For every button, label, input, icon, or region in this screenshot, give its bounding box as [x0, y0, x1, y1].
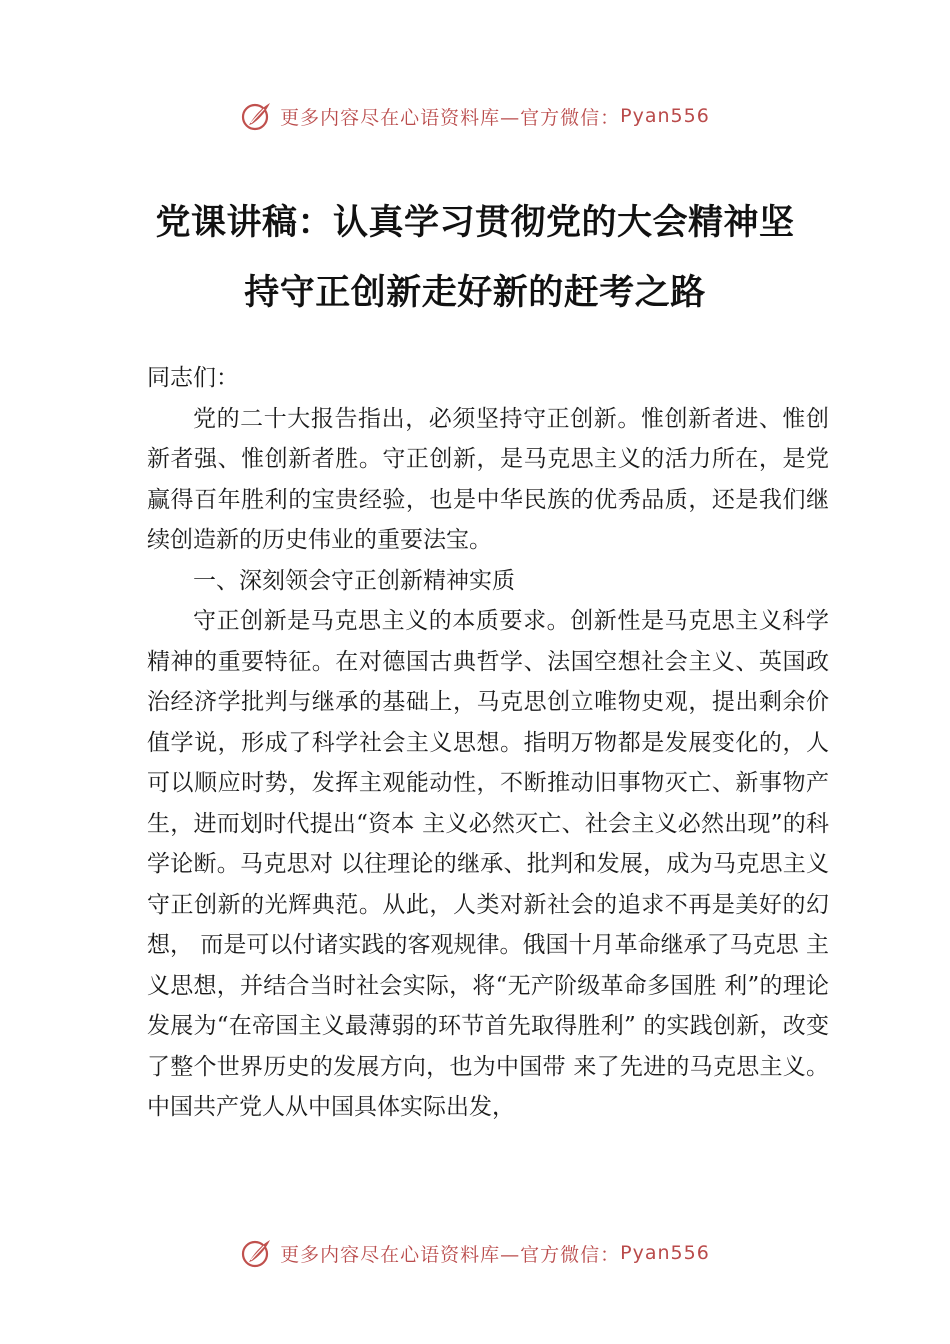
document-body — [147, 358, 829, 1128]
quill-logo-icon — [240, 1236, 274, 1270]
watermark-text: 更多内容尽在心语资料库—官方微信： — [280, 1243, 621, 1266]
paragraph-1: 党的二十大报告指出，必须坚持守正创新。惟创新者进、惟创新者强、惟创新者胜。守正创新，是马克思主义的活力所在，是党赢得百年胜利的宝贵经验，也是中华民族的优秀品质，还是我们继续创造新的历史伟业的重要法宝。 — [147, 405, 829, 553]
section-heading-1: 一、深刻领会守正创新精神实质 — [193, 567, 515, 594]
paragraph-2: 守正创新是马克思主义的本质要求。创新性是马克思主义科学精神的重要特征。在对德国古典哲学、法国空想社会主义、英国政治经济学批判与继承的基础上，马克思创立唯物史观，提出剩余价值学说，形成了科学社会主义思想。指明万物都是发展变化的，人可以顺应时势，发挥主观能动性，不断推动旧事物灭亡、新事物产生，进而划时代提出“资本 主义必然灭亡、社会主义必然出现”的科学论断。马克思对 以往理论的继承、批判和发展，成为马克思主义守正创新的光辉典范。从此，人类对新社会的追求不再是美好的幻想， 而是可以付诸实践的客观规律。俄国十月革命继承了马克思 主义思想，并结合当时社会实际，将“无产阶级革命多国胜 利”的理论发展为“在帝国主义最薄弱的环节首先取得胜利” 的实践创新，改变了整个世界历史的发展方向，也为中国带 来了先进的马克思主义。中国共产党人从中国具体实际出发， — [147, 608, 829, 1120]
watermark-footer — [0, 1233, 950, 1273]
title-line-2: 持守正创新走好新的赶考之路 — [244, 272, 706, 313]
document-title — [0, 188, 950, 328]
title-line-1: 党课讲稿：认真学习贯彻党的大会精神坚 — [155, 202, 795, 243]
watermark-wechat-id: Pyan556 — [620, 1242, 710, 1264]
watermark-wechat-id: Pyan556 — [620, 105, 710, 127]
watermark-text: 更多内容尽在心语资料库—官方微信： — [280, 106, 621, 129]
quill-logo-icon — [240, 99, 274, 133]
greeting: 同志们： — [147, 365, 239, 391]
watermark-header — [0, 96, 950, 136]
